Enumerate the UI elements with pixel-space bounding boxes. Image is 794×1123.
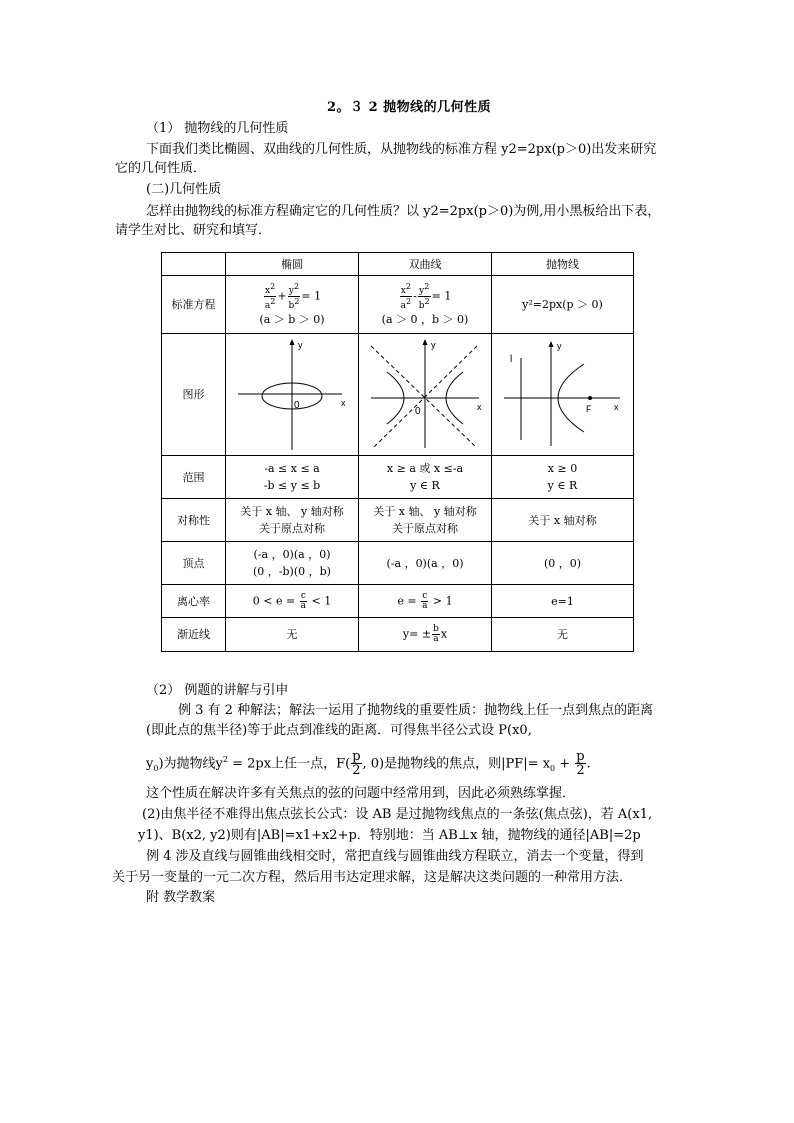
parabola-asymptote: 无 (492, 618, 634, 652)
focal-radius-formula: $y_0$)为抛物线$y^2 = 2px$上任一点，F( $\frac{p}{2}$ , 0)是抛物线的焦点，则$|PF|= x_0$ + $\frac{p}{2}$ . (146, 749, 591, 779)
formula-part-d: 是抛物线的焦点，则 (384, 756, 502, 772)
section-heading-1: （1） 抛物线的几何性质 (146, 121, 289, 136)
parabola-graph (496, 336, 630, 454)
paragraph-6-line-2: 关于另一变量的一元二次方程，然后用韦达定理求解，这是解决这类问题的一种常用方法． (112, 870, 633, 885)
page-title: 2。３ 2 抛物线的几何性质 (327, 100, 492, 115)
hyperbola-equation: $\frac{x^2}{a^2}$ - $\frac{y^2}{b^2}$ = 1 (400, 281, 452, 311)
table-header-row (162, 253, 634, 276)
paragraph-5-line-1: (2)由焦半径不难得出焦点弦长公式：设 AB 是过抛物线焦点的一条弦(焦点弦)，若 A(x1, (142, 807, 653, 822)
parabola-vertex: (0 ，0) (492, 542, 634, 585)
table-row-asymptote (162, 618, 634, 652)
parabola-x-label: x (613, 401, 618, 412)
parabola-range-y: y ∈ R (547, 479, 578, 492)
paragraph-7: 附 教学教案 (146, 890, 216, 905)
ellipse-equation-condition: (a ＞ b ＞ 0) (259, 312, 325, 326)
table-row-range (162, 456, 634, 499)
parabola-y-arrow (548, 341, 553, 347)
hyperbola-asymptote: y= ± $\frac{b}{a}$ x (359, 618, 492, 652)
table-row-equation (162, 276, 634, 334)
hyperbola-eccentricity: e = $\frac{c}{a}$ > 1 (359, 585, 492, 618)
formula-part-b: )为抛物线 (158, 756, 216, 772)
ellipse-symmetry-axes: 关于 x 轴、 y 轴对称 (240, 505, 344, 518)
paragraph-1-line-1: 下面我们类比椭圆、双曲线的几何性质，从抛物线的标准方程 y2=2px(p＞0)出发来研究 (146, 142, 657, 157)
hyperbola-vertex: (-a ，0)(a ，0) (359, 542, 492, 585)
ellipse-asymptote: 无 (226, 618, 359, 652)
parabola-focus-point (588, 396, 592, 400)
row-label-range: 范围 (162, 456, 226, 499)
ellipse-graph-cell (226, 334, 359, 456)
ellipse-eccentricity: 0 < e = $\frac{c}{a}$ < 1 (226, 585, 359, 618)
parabola-focus-label: F (585, 403, 591, 414)
parabola-directrix-label: l (509, 353, 512, 365)
hyperbola-y-label: y (431, 339, 436, 350)
paragraph-2-line-2: 请学生对比、研究和填写． (115, 223, 272, 238)
table-row-eccentricity (162, 585, 634, 618)
parabola-range-x: x ≥ 0 (547, 462, 578, 475)
formula-y: y (146, 756, 154, 772)
formula-part-c: 上任一点， (271, 756, 337, 772)
paragraph-2-line-1: 怎样由抛物线的标准方程确定它的几何性质？以 y2=2px(p＞0)为例,用小黑板给出下表， (146, 204, 661, 219)
section-heading-2: (二)几何性质 (146, 182, 222, 197)
table-row-graph (162, 334, 634, 456)
ellipse-symmetry-origin: 关于原点对称 (259, 522, 325, 535)
ellipse-y-label: y (298, 339, 303, 350)
parabola-graph-cell (492, 334, 634, 456)
parabola-range-cell (492, 456, 634, 499)
hyperbola-y-arrow (423, 339, 428, 345)
ellipse-graph (230, 336, 354, 454)
paragraph-4: 这个性质在解决许多有关焦点的弦的问题中经常用到，因此必须熟练掌握． (146, 786, 576, 801)
ellipse-x-label: x (341, 397, 346, 408)
header-empty (162, 253, 226, 276)
paragraph-5-line-2: y1)、B(x2, y2)则有|AB|=x1+x2+p．特别地：当 AB⊥x 轴，抛物线的通径|AB|=2p (138, 828, 641, 843)
header-hyperbola: 双曲线 (359, 253, 492, 276)
parabola-symmetry: 关于 x 轴对称 (492, 499, 634, 542)
ellipse-range-cell (226, 456, 359, 499)
row-label-eccentricity: 离心率 (162, 585, 226, 618)
ellipse-range-x: -a ≤ x ≤ a (264, 462, 320, 475)
hyperbola-symmetry-origin: 关于原点对称 (392, 522, 458, 535)
ellipse-symmetry-cell (226, 499, 359, 542)
ellipse-equation: $\frac{x^2}{a^2}$ + $\frac{y^2}{b^2}$ = 1 (264, 281, 322, 311)
paragraph-3-line-2: (即此点的焦半径)等于此点到准线的距离．可得焦半径公式设 P(x0, (146, 723, 532, 738)
ellipse-vertex-cell (226, 542, 359, 585)
parabola-eccentricity: e=1 (492, 585, 634, 618)
hyperbola-equation-condition: (a ＞ 0 ，b ＞ 0) (381, 312, 469, 326)
ellipse-vertex-y: (0 ，-b)(0 ，b) (253, 565, 331, 578)
row-label-vertex: 顶点 (162, 542, 226, 585)
hyperbola-range-y: y ∈ R (410, 479, 440, 492)
table-row-symmetry (162, 499, 634, 542)
paragraph-1-line-2: 它的几何性质． (115, 161, 207, 176)
hyperbola-symmetry-axes: 关于 x 轴、 y 轴对称 (373, 505, 477, 518)
ellipse-vertex-x: (-a ，0)(a ，0) (253, 548, 331, 561)
hyperbola-origin-label: 0 (415, 405, 421, 417)
properties-table (161, 252, 634, 652)
hyperbola-graph-cell (359, 334, 492, 456)
ellipse-origin-label: 0 (294, 399, 300, 411)
section-heading-3: （2） 例题的讲解与引申 (146, 683, 289, 698)
ellipse-y-arrow (290, 339, 295, 345)
header-parabola: 抛物线 (492, 253, 634, 276)
row-label-symmetry: 对称性 (162, 499, 226, 542)
hyperbola-graph (363, 336, 487, 454)
paragraph-6-line-1: 例 4 涉及直线与圆锥曲线相交时，常把直线与圆锥曲线方程联立，消去一个变量，得到 (146, 849, 644, 864)
row-label-equation: 标准方程 (162, 276, 226, 334)
hyperbola-x-label: x (477, 401, 482, 412)
table-row-vertex (162, 542, 634, 585)
row-label-graph: 图形 (162, 334, 226, 456)
paragraph-3-line-1: 例 3 有 2 种解法；解法一运用了抛物线的重要性质：抛物线上任一点到焦点的距离 (178, 703, 654, 718)
hyperbola-range-cell (359, 456, 492, 499)
row-label-asymptote: 渐近线 (162, 618, 226, 652)
hyperbola-equation-cell (359, 276, 492, 334)
parabola-y-label: y (556, 340, 561, 351)
header-ellipse: 椭圆 (226, 253, 359, 276)
ellipse-range-y: -b ≤ y ≤ b (263, 479, 321, 492)
hyperbola-symmetry-cell (359, 499, 492, 542)
hyperbola-range-x: x ≥ a 或 x ≤-a (386, 462, 464, 475)
ellipse-equation-cell (226, 276, 359, 334)
parabola-equation: y²=2px(p ＞ 0) (492, 276, 634, 334)
